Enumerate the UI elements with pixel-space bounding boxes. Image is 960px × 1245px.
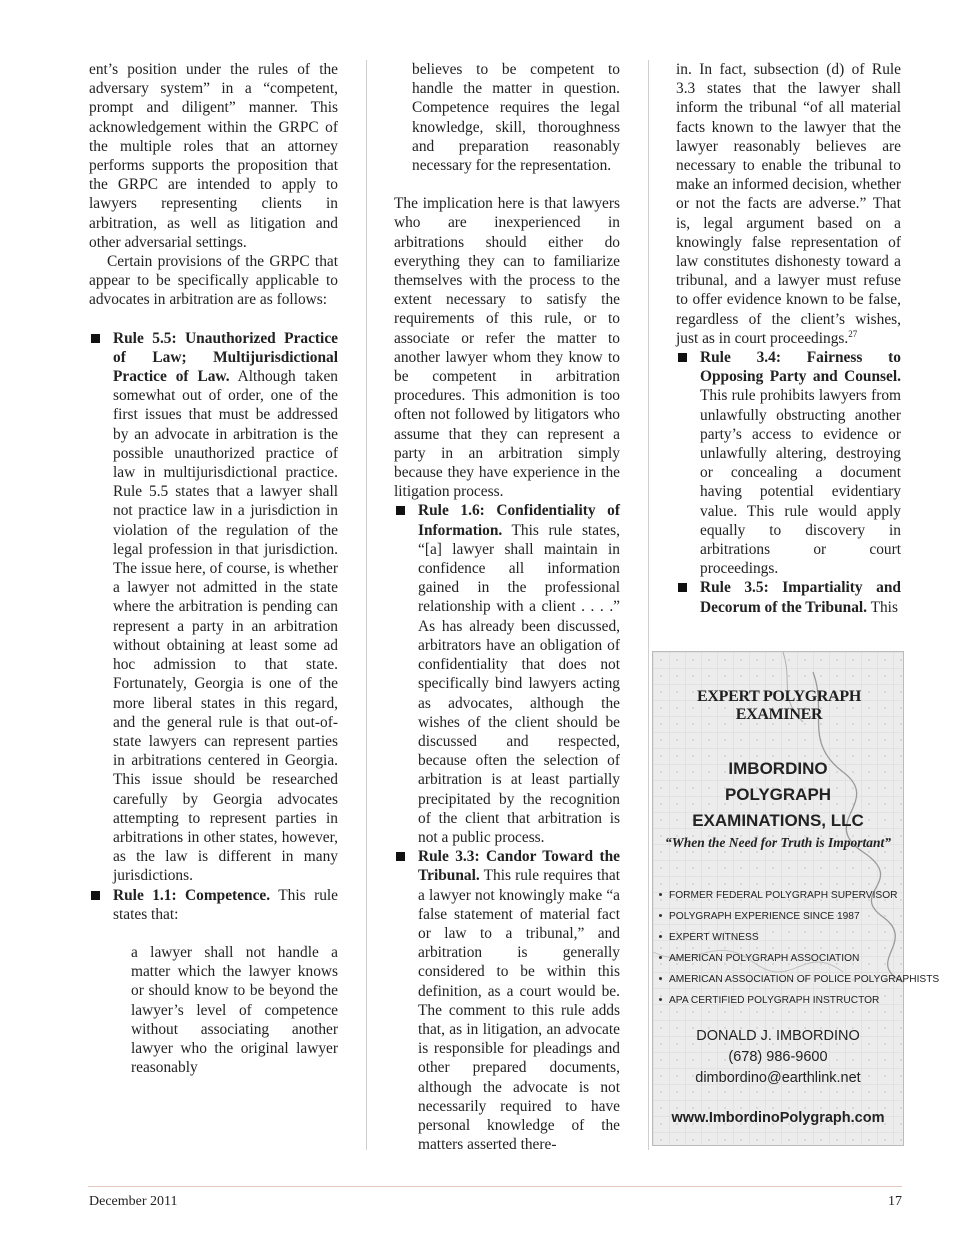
contact-phone: (678) 986-9600: [728, 1049, 828, 1065]
credential-item: APA CERTIFIED POLYGRAPH INSTRUCTOR: [655, 990, 939, 1011]
contact-email[interactable]: dimbordino@earthlink.net: [695, 1070, 861, 1086]
bullet-square-icon: [396, 506, 405, 515]
bullet-square-icon: [91, 891, 100, 900]
column-divider: [648, 60, 649, 1150]
credential-item: POLYGRAPH EXPERIENCE SINCE 1987: [655, 906, 939, 927]
rule-heading: Rule 3.4: Fairness to Opposing Party and Counsel.: [700, 349, 901, 386]
rule-heading: Rule 3.5: Impartiality and Decorum of the Tribunal.: [700, 579, 901, 616]
block-quote: believes to be competent to handle the matter in question. Competence requires the legal knowledge, skill, thoroughness and preparation reasonably necessary for the representation.: [412, 61, 620, 175]
rule-heading: Rule 1.6: Confidentiality of Information.: [418, 502, 620, 539]
rule-text: This: [867, 598, 898, 616]
rule-text: Although taken somewhat out of order, one of the first issues that must be addressed by an advocate in arbitration is the possible unauthorized practice of law in multijurisdictional practice. Rule 5.5 states that a lawyer shall not practice law in a jurisdiction in violation of the regulation of the legal profession in that jurisdiction. The issue here, of course, is whether a lawyer not admitted in the state where the arbitration is pending can represent a party in an arbitration without obtaining at least some ad hoc admission to that state. Fortunately, Georgia is one of the more liberal states in this regard, and the general rule is that out-of-state lawyers can represent parties in arbitrations centered in Georgia. This issue should be researched carefully by Georgia advocates attempting to represent parties in arbitrations in other states, however, as the law is different in many jurisdictions.: [113, 368, 338, 885]
paragraph: The implication here is that lawyers who are inexperienced in arbitrations should either do everything they can to familiarize themselves with the process to the extent necessary to satisfy the requirements of this rule, or to associate or refer the matter to another lawyer whom they know to be competent in arbitration procedures. This admonition is too often not followed by litigators who assume that they can represent a party in an arbitration simply because they have experience in the litigation process.: [394, 195, 620, 501]
contact-name: DONALD J. IMBORDINO: [696, 1028, 860, 1044]
rule-heading: Rule 3.3: Candor Toward the Tribunal.: [418, 848, 620, 885]
column-2: [394, 60, 620, 1154]
rule-3-4-item: [676, 348, 901, 578]
rule-heading: Rule 1.1: Competence.: [113, 886, 271, 904]
rule-1-6-item: [394, 501, 620, 847]
paragraph: ent’s position under the rules of the adversary system” in a “competent, prompt and diligent” manner. This acknowledgement within the GRPC of the multiple roles that an attorney performs supports the proposition that the GRPC are intended to apply to lawyers representing clients in arbitration, as well as litigation and other adversarial settings.: [89, 61, 338, 251]
page-number: 17: [888, 1194, 902, 1209]
paragraph: Certain provisions of the GRPC that appear to be specifically applicable to advocates in arbitration are as follows:: [89, 253, 338, 309]
rule-text: This rule requires that a lawyer not knowingly make “a false statement of material fact or law to a tribunal,” and arbitration is generally considered to be within this definition, as a court would be. The comment to this rule adds that, as in litigation, an advocate is responsible for pleadings and other prepared documents, although the advocate is not necessarily required to have personal knowledge of the matters asserted there-: [418, 867, 620, 1154]
tagline: “When the Need for Truth is Important”: [664, 835, 892, 850]
bullet-square-icon: [91, 334, 100, 343]
rule-1-1-item: [89, 886, 338, 924]
contact-block: [653, 1026, 903, 1089]
footnote-ref: 27: [848, 328, 858, 339]
rule-text: This rule states that:: [113, 886, 338, 923]
rule-heading: Rule 5.5: Unauthorized Practice of Law; Multijurisdictional Practice of Law.: [113, 329, 338, 386]
paragraph: in. In fact, subsection (d) of Rule 3.3 states that the lawyer shall inform the tribunal “of all material facts known to the lawyer that the lawyer reasonably believes are necessary to enable the tribunal to make an informed decision, whether or not the facts are adverse.” That is, legal argument based on a knowingly false representation of law constitutes dishonesty toward a tribunal, and a lawyer must refuse to offer evidence known to be false, regardless of the client’s wishes, just as in court proceedings.$^{27}$: [676, 61, 901, 347]
credential-item: AMERICAN POLYGRAPH ASSOCIATION: [655, 948, 939, 969]
column-divider: [366, 60, 367, 1150]
polygraph-advertisement: [652, 651, 940, 1146]
bullet-square-icon: [678, 353, 687, 362]
block-quote: a lawyer shall not handle a matter which the lawyer knows or should know to be beyond the lawyer’s level of competence without associating another lawyer who the original lawyer reasonably: [131, 943, 338, 1077]
rule-5-5-item: [89, 329, 338, 886]
credentials-list: [655, 885, 939, 1011]
ad-title: EXPERT POLYGRAPH EXAMINER: [697, 688, 861, 723]
column-1: [89, 60, 338, 1077]
rule-3-3-item: [394, 847, 620, 1154]
rule-text: This rule states, “[a] lawyer shall maintain in confidence all information gained in the professional relationship with a client . . . .” As has already been discussed, arbitrators have an obligation of confidentiality that does not specifically bind lawyers acting as advocates, although the wishes of the client should be discussed and respected, because often the selection of arbitration is at least partially precipitated by the recognition of the client that arbitration is not a public process.: [418, 521, 620, 846]
rule-text: This rule prohibits lawyers from unlawfully obstructing another party’s access to evidence or unlawfully altering, destroying or concealing a document having potential evidentiary value. This rule would apply equally to discovery in arbitrations or court proceedings.: [700, 387, 901, 578]
issue-date: December 2011: [89, 1194, 178, 1209]
rule-3-5-item: [676, 578, 901, 616]
footer-rule: [88, 1186, 902, 1187]
website-link[interactable]: www.ImbordinoPolygraph.com: [671, 1110, 885, 1126]
column-3: [676, 60, 901, 617]
credential-item: FORMER FEDERAL POLYGRAPH SUPERVISOR: [655, 885, 939, 906]
credential-item: EXPERT WITNESS: [655, 927, 939, 948]
bullet-square-icon: [396, 852, 405, 861]
bullet-square-icon: [678, 583, 687, 592]
credential-item: AMERICAN ASSOCIATION OF POLICE POLYGRAPHISTS: [655, 969, 939, 990]
firm-name: IMBORDINO POLYGRAPH EXAMINATIONS, LLC: [692, 759, 864, 830]
